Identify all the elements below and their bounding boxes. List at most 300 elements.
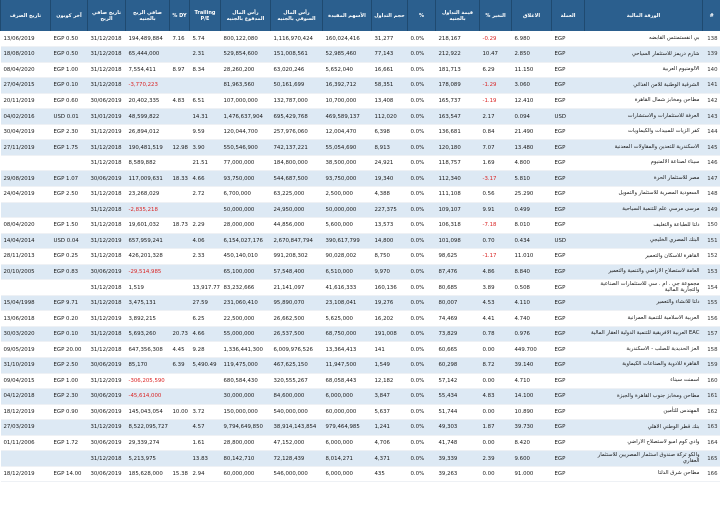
dividend-yield-cell [170, 233, 190, 249]
shares-traded-cell: 4,706 [372, 435, 408, 451]
header-fy-date[interactable]: تاريخ صافي الربح [88, 0, 126, 31]
table-row[interactable] [1, 171, 720, 187]
percent-cell: 0.0% [408, 249, 436, 265]
net-profit-cell: 185,628,000 [126, 466, 170, 482]
table-row[interactable] [1, 233, 720, 249]
header-shares-traded[interactable]: حجم التداول [372, 0, 408, 31]
profit-date-cell: 31/12/2018 [88, 31, 126, 47]
market-cap-cell: 21,141,097 [271, 280, 323, 296]
coupon-date-cell: 14/04/2014 [1, 233, 51, 249]
table-row[interactable] [1, 404, 720, 420]
profit-date-cell: 31/12/2019 [88, 420, 126, 436]
table-row[interactable] [1, 389, 720, 405]
market-cap-cell: 132,787,000 [271, 93, 323, 109]
shares-traded-cell: 5,637 [372, 404, 408, 420]
row-id-cell: 146 [703, 155, 720, 171]
coupon-date-cell: 18/12/2019 [1, 466, 51, 482]
shares-outstanding-cell: 13,364,413 [323, 342, 372, 358]
net-profit-cell: 1,519 [126, 280, 170, 296]
table-row[interactable] [1, 249, 720, 265]
security-name-cell: الشرقية الوطنية للامن الغذائي [585, 78, 703, 94]
last-coupon-cell: USD 0.01 [51, 109, 88, 125]
header-dy[interactable]: DY % [170, 0, 190, 31]
percent-cell: 0.0% [408, 78, 436, 94]
row-id-cell: 139 [703, 47, 720, 63]
dividend-yield-cell [170, 280, 190, 296]
table-row[interactable] [1, 311, 720, 327]
trailing-pe-cell [190, 202, 221, 218]
close-price-cell: 8.420 [512, 435, 552, 451]
percent-cell: 0.0% [408, 466, 436, 482]
row-id-cell: 152 [703, 249, 720, 265]
security-name-cell: اسمنت سيناء [585, 373, 703, 389]
last-coupon-cell: EGP 1.72 [51, 435, 88, 451]
shares-outstanding-cell: 10,700,000 [323, 93, 372, 109]
dividend-yield-cell [170, 202, 190, 218]
header-shares-outstanding[interactable]: الأسهم المقيدة [323, 0, 372, 31]
paid-capital-cell: 28,800,000 [221, 435, 271, 451]
close-price-cell: 8.840 [512, 264, 552, 280]
security-name-cell: مطاحن ومخابز شمال القاهرة [585, 93, 703, 109]
coupon-date-cell: 27/04/2015 [1, 78, 51, 94]
table-row[interactable] [1, 93, 720, 109]
change-percent-cell: 10.47 [480, 47, 512, 63]
row-id-cell: 157 [703, 326, 720, 342]
change-percent-cell: 9.91 [480, 202, 512, 218]
change-percent-cell: -7.18 [480, 218, 512, 234]
trailing-pe-cell: 4.57 [190, 420, 221, 436]
net-profit-cell: 117,009,631 [126, 171, 170, 187]
dividend-yield-cell [170, 155, 190, 171]
percent-cell: 0.0% [408, 311, 436, 327]
dividend-yield-cell [170, 186, 190, 202]
table-row[interactable] [1, 155, 720, 171]
net-profit-cell: 65,444,000 [126, 47, 170, 63]
last-coupon-cell [51, 451, 88, 467]
change-percent-cell: 2.39 [480, 451, 512, 467]
security-name-cell: العربية الاسلامية للتنمية العمرانية [585, 311, 703, 327]
shares-outstanding-cell: 5,625,000 [323, 311, 372, 327]
market-cap-cell: 467,625,150 [271, 357, 323, 373]
header-paid-capital[interactable]: رأس المال المدفوع بالجنيه [221, 0, 271, 31]
trade-value-cell: 101,098 [436, 233, 480, 249]
paid-capital-cell: 28,000,000 [221, 218, 271, 234]
trailing-pe-cell: 6.25 [190, 311, 221, 327]
shares-outstanding-cell: 23,108,041 [323, 295, 372, 311]
table-row[interactable] [1, 47, 720, 63]
coupon-date-cell: 01/11/2006 [1, 435, 51, 451]
paid-capital-cell: 120,044,700 [221, 124, 271, 140]
profit-date-cell: 31/12/2018 [88, 249, 126, 265]
row-id-cell: 164 [703, 435, 720, 451]
trailing-pe-cell [190, 264, 221, 280]
security-name-cell: مجموعة جي . ام . سي للاستثمارات الصناعية والتجارية المالية [585, 280, 703, 296]
coupon-date-cell: 09/04/2015 [1, 373, 51, 389]
currency-cell: EGP [552, 420, 585, 436]
last-coupon-cell: EGP 1.00 [51, 62, 88, 78]
trade-value-cell: 80,007 [436, 295, 480, 311]
paid-capital-cell: 231,060,410 [221, 295, 271, 311]
shares-outstanding-cell: 6,000,000 [323, 389, 372, 405]
profit-date-cell: 31/12/2019 [88, 373, 126, 389]
close-price-cell: 4.110 [512, 295, 552, 311]
market-cap-cell: 50,161,699 [271, 78, 323, 94]
net-profit-cell: 3,892,215 [126, 311, 170, 327]
security-name-cell: دلتا للانشاء والتعمير [585, 295, 703, 311]
table-row[interactable] [1, 420, 720, 436]
security-name-cell: وادي كوم امبو لاستصلاح الاراضي [585, 435, 703, 451]
dividend-yield-cell: 20.73 [170, 326, 190, 342]
shares-outstanding-cell: 5,600,000 [323, 218, 372, 234]
shares-traded-cell: 13,408 [372, 93, 408, 109]
trailing-pe-cell [190, 78, 221, 94]
trade-value-cell: 41,748 [436, 435, 480, 451]
last-coupon-cell: EGP 0.20 [51, 311, 88, 327]
change-percent-cell: 1.69 [480, 155, 512, 171]
percent-cell: 0.0% [408, 171, 436, 187]
shares-traded-cell: 19,340 [372, 171, 408, 187]
paid-capital-cell: 77,000,000 [221, 155, 271, 171]
profit-date-cell: 31/12/2018 [88, 451, 126, 467]
paid-capital-cell: 93,750,000 [221, 171, 271, 187]
profit-date-cell: 31/12/2018 [88, 280, 126, 296]
shares-outstanding-cell: 979,464,985 [323, 420, 372, 436]
percent-cell: 0.0% [408, 233, 436, 249]
trailing-pe-cell: 8.34 [190, 62, 221, 78]
shares-outstanding-cell: 38,500,000 [323, 155, 372, 171]
trailing-pe-cell: 14.31 [190, 109, 221, 125]
close-price-cell: 2.850 [512, 47, 552, 63]
table-row[interactable] [1, 202, 720, 218]
table-row[interactable] [1, 295, 720, 311]
change-percent-cell: -0.29 [480, 31, 512, 47]
market-cap-cell: 47,152,000 [271, 435, 323, 451]
currency-cell: EGP [552, 124, 585, 140]
shares-traded-cell: 12,182 [372, 373, 408, 389]
trade-value-cell: 60,665 [436, 342, 480, 358]
table-row[interactable] [1, 326, 720, 342]
change-percent-cell: -1.17 [480, 249, 512, 265]
security-name-cell: الاسكندرية للتعدين والمقاولات المعدنية [585, 140, 703, 156]
last-coupon-cell: EGP 0.83 [51, 264, 88, 280]
market-cap-cell: 72,128,439 [271, 451, 323, 467]
coupon-date-cell: 27/11/2019 [1, 140, 51, 156]
currency-cell: EGP [552, 357, 585, 373]
header-market-cap[interactable]: رأس المال السوقي بالجنيه [271, 0, 323, 31]
last-coupon-cell: EGP 2.50 [51, 357, 88, 373]
paid-capital-cell: 50,000,000 [221, 202, 271, 218]
trade-value-cell: 106,318 [436, 218, 480, 234]
trade-value-cell: 39,339 [436, 451, 480, 467]
change-percent-cell: 4.53 [480, 295, 512, 311]
security-name-cell: شارم دريمز للاستثمار السياحي [585, 47, 703, 63]
percent-cell: 0.0% [408, 31, 436, 47]
profit-date-cell: 30/06/2019 [88, 404, 126, 420]
shares-outstanding-cell: 469,589,137 [323, 109, 372, 125]
close-price-cell: 25.290 [512, 186, 552, 202]
market-cap-cell: 2,670,847,794 [271, 233, 323, 249]
shares-outstanding-cell: 93,750,000 [323, 171, 372, 187]
market-cap-cell: 24,950,000 [271, 202, 323, 218]
header-currency[interactable]: العملة [552, 0, 585, 31]
table-row[interactable] [1, 78, 720, 94]
paid-capital-cell: 6,700,000 [221, 186, 271, 202]
table-row[interactable] [1, 140, 720, 156]
row-id-cell: 156 [703, 311, 720, 327]
profit-date-cell: 30/06/2019 [88, 389, 126, 405]
net-profit-cell: -306,205,590 [126, 373, 170, 389]
last-coupon-cell: EGP 1.50 [51, 218, 88, 234]
net-profit-cell: 29,339,274 [126, 435, 170, 451]
header-id[interactable]: # [703, 0, 720, 31]
trailing-pe-cell: 21.51 [190, 155, 221, 171]
change-percent-cell: -3.17 [480, 171, 512, 187]
trade-value-cell: 109,107 [436, 202, 480, 218]
change-percent-cell: 0.84 [480, 124, 512, 140]
header-net-profit[interactable]: صافي الربح بالجنيه [126, 0, 170, 31]
close-price-cell: 9.600 [512, 451, 552, 467]
table-row[interactable] [1, 62, 720, 78]
percent-cell: 0.0% [408, 342, 436, 358]
trade-value-cell: 80,685 [436, 280, 480, 296]
close-price-cell: 8.010 [512, 218, 552, 234]
table-row[interactable] [1, 31, 720, 47]
net-profit-cell: 426,201,328 [126, 249, 170, 265]
market-cap-cell: 57,548,400 [271, 264, 323, 280]
net-profit-cell: -2,835,218 [126, 202, 170, 218]
trade-value-cell: 181,713 [436, 62, 480, 78]
coupon-date-cell: 13/06/2018 [1, 311, 51, 327]
header-name[interactable]: الورقة المالية [585, 0, 703, 31]
net-profit-cell: 8,589,882 [126, 155, 170, 171]
trade-value-cell: 73,829 [436, 326, 480, 342]
last-coupon-cell: EGP 1.00 [51, 373, 88, 389]
shares-outstanding-cell: 5,652,040 [323, 62, 372, 78]
net-profit-cell: 26,894,012 [126, 124, 170, 140]
security-name-cell: سيناء لصناعة الالمنيوم [585, 155, 703, 171]
security-name-cell: البنك المصري الخليجي [585, 233, 703, 249]
table-row[interactable] [1, 373, 720, 389]
last-coupon-cell: EGP 0.10 [51, 78, 88, 94]
trade-value-cell: 55,434 [436, 389, 480, 405]
market-cap-cell: 63,225,000 [271, 186, 323, 202]
percent-cell: 0.0% [408, 202, 436, 218]
table-row[interactable] [1, 280, 720, 296]
currency-cell: EGP [552, 78, 585, 94]
coupon-date-cell: 18/08/2010 [1, 47, 51, 63]
net-profit-cell: -45,614,000 [126, 389, 170, 405]
close-price-cell: 4.800 [512, 155, 552, 171]
market-cap-cell: 38,914,143,854 [271, 420, 323, 436]
shares-traded-cell: 9,970 [372, 264, 408, 280]
shares-traded-cell: 141 [372, 342, 408, 358]
header-last-coupon[interactable]: آخر كوبون [51, 0, 88, 31]
shares-traded-cell: 227,375 [372, 202, 408, 218]
dividend-yield-cell [170, 295, 190, 311]
trade-value-cell: 165,737 [436, 93, 480, 109]
row-id-cell: 145 [703, 140, 720, 156]
currency-cell: EGP [552, 62, 585, 78]
dividend-yield-cell [170, 47, 190, 63]
net-profit-cell: 145,043,054 [126, 404, 170, 420]
trailing-pe-cell: 3.90 [190, 140, 221, 156]
header-volume[interactable]: قيمة التداول بالجنيه [436, 0, 480, 31]
net-profit-cell: 23,268,029 [126, 186, 170, 202]
header-close[interactable]: الاغلاق [512, 0, 552, 31]
table-row[interactable] [1, 124, 720, 140]
net-profit-cell: 190,481,519 [126, 140, 170, 156]
shares-outstanding-cell: 68,058,443 [323, 373, 372, 389]
market-cap-cell: 151,008,561 [271, 47, 323, 63]
paid-capital-cell: 550,546,900 [221, 140, 271, 156]
row-id-cell: 140 [703, 62, 720, 78]
profit-date-cell: 31/12/2018 [88, 202, 126, 218]
profit-date-cell: 31/12/2018 [88, 78, 126, 94]
currency-cell: EGP [552, 264, 585, 280]
market-cap-cell: 320,555,267 [271, 373, 323, 389]
coupon-date-cell: 15/04/1998 [1, 295, 51, 311]
net-profit-cell: 20,402,335 [126, 93, 170, 109]
table-row[interactable] [1, 264, 720, 280]
trade-value-cell: 49,303 [436, 420, 480, 436]
row-id-cell: 166 [703, 466, 720, 482]
shares-outstanding-cell: 12,004,470 [323, 124, 372, 140]
shares-traded-cell: 58,351 [372, 78, 408, 94]
dividend-yield-cell: 6.39 [170, 357, 190, 373]
trailing-pe-cell: 2.31 [190, 47, 221, 63]
market-cap-cell: 44,856,000 [271, 218, 323, 234]
last-coupon-cell [51, 280, 88, 296]
dividend-yield-cell [170, 420, 190, 436]
net-profit-cell: -29,514,985 [126, 264, 170, 280]
shares-traded-cell: 3,847 [372, 389, 408, 405]
last-coupon-cell: EGP 1.75 [51, 140, 88, 156]
change-percent-cell: 2.17 [480, 109, 512, 125]
row-id-cell: 153 [703, 264, 720, 280]
currency-cell: EGP [552, 451, 585, 467]
table-row[interactable] [1, 466, 720, 482]
row-id-cell: 158 [703, 342, 720, 358]
header-coupon-date[interactable]: تاريخ الصرف [1, 0, 51, 31]
trailing-pe-cell: 1.61 [190, 435, 221, 451]
close-price-cell: 5.810 [512, 171, 552, 187]
close-price-cell: 0.434 [512, 233, 552, 249]
table-row[interactable] [1, 435, 720, 451]
dividend-yield-cell: 4.83 [170, 93, 190, 109]
table-row[interactable] [1, 357, 720, 373]
change-percent-cell: 0.78 [480, 326, 512, 342]
security-name-cell: بنك قطر الوطني الاهلي [585, 420, 703, 436]
percent-cell: 0.0% [408, 435, 436, 451]
percent-cell: 0.0% [408, 62, 436, 78]
change-percent-cell: 3.89 [480, 280, 512, 296]
currency-cell: EGP [552, 140, 585, 156]
shares-outstanding-cell: 60,000,000 [323, 404, 372, 420]
coupon-date-cell: 04/02/2016 [1, 109, 51, 125]
coupon-date-cell: 29/08/2019 [1, 171, 51, 187]
row-id-cell: 155 [703, 295, 720, 311]
net-profit-cell: -3,770,223 [126, 78, 170, 94]
trailing-pe-cell: 27.59 [190, 295, 221, 311]
security-name-cell: المهندس للتأمين [585, 404, 703, 420]
table-row[interactable] [1, 342, 720, 358]
security-name-cell: العامة لاستصلاح الاراضي والتنمية والتعمير [585, 264, 703, 280]
profit-date-cell: 31/12/2019 [88, 124, 126, 140]
profit-date-cell: 31/12/2018 [88, 186, 126, 202]
close-price-cell: 4.710 [512, 373, 552, 389]
trade-value-cell: 218,167 [436, 31, 480, 47]
header-percent[interactable]: % [408, 0, 436, 31]
currency-cell: EGP [552, 311, 585, 327]
profit-date-cell: 31/12/2019 [88, 311, 126, 327]
shares-outstanding-cell: 41,616,333 [323, 280, 372, 296]
market-cap-cell: 991,208,302 [271, 249, 323, 265]
profit-date-cell: 30/06/2019 [88, 435, 126, 451]
trade-value-cell: 163,547 [436, 109, 480, 125]
shares-traded-cell: 24,921 [372, 155, 408, 171]
change-percent-cell: -1.29 [480, 78, 512, 94]
table-row[interactable] [1, 186, 720, 202]
close-price-cell: 11.150 [512, 62, 552, 78]
shares-traded-cell: 112,020 [372, 109, 408, 125]
row-id-cell: 143 [703, 109, 720, 125]
coupon-date-cell [1, 280, 51, 296]
header-trailing-pe[interactable]: Trailing P/E [190, 0, 221, 31]
last-coupon-cell: EGP 2.30 [51, 124, 88, 140]
table-row[interactable] [1, 109, 720, 125]
security-name-cell: مطاحن ومخابز جنوب القاهرة والجيزة [585, 389, 703, 405]
change-percent-cell: 4.86 [480, 264, 512, 280]
header-change[interactable]: التغير % [480, 0, 512, 31]
currency-cell: EGP [552, 186, 585, 202]
row-id-cell: 147 [703, 171, 720, 187]
last-coupon-cell: EGP 0.50 [51, 31, 88, 47]
shares-traded-cell: 4,371 [372, 451, 408, 467]
shares-traded-cell: 14,800 [372, 233, 408, 249]
currency-cell: EGP [552, 435, 585, 451]
paid-capital-cell: 800,122,080 [221, 31, 271, 47]
security-name-cell: السعودية المصرية للاستثمار والتمويل [585, 186, 703, 202]
shares-traded-cell: 19,276 [372, 295, 408, 311]
dividend-yield-cell [170, 78, 190, 94]
market-cap-cell: 84,600,000 [271, 389, 323, 405]
last-coupon-cell: EGP 0.10 [51, 326, 88, 342]
paid-capital-cell: 83,232,666 [221, 280, 271, 296]
table-row[interactable] [1, 451, 720, 467]
security-name-cell: كفر الزيات للمبيدات والكيماويات [585, 124, 703, 140]
market-cap-cell: 1,116,970,424 [271, 31, 323, 47]
change-percent-cell: 0.00 [480, 404, 512, 420]
close-price-cell: 0.976 [512, 326, 552, 342]
net-profit-cell: 7,554,411 [126, 62, 170, 78]
paid-capital-cell: 680,584,430 [221, 373, 271, 389]
close-price-cell: 39.730 [512, 420, 552, 436]
net-profit-cell: 657,959,241 [126, 233, 170, 249]
last-coupon-cell: EGP 0.25 [51, 249, 88, 265]
trade-value-cell: 112,340 [436, 171, 480, 187]
percent-cell: 0.0% [408, 186, 436, 202]
security-name-cell: EAC العربية الافريقية للتنمية الدولية العقار المالية [585, 326, 703, 342]
shares-traded-cell: 1,549 [372, 357, 408, 373]
trade-value-cell: 74,469 [436, 311, 480, 327]
dividend-yield-cell: 8.97 [170, 62, 190, 78]
coupon-date-cell: 31/10/2019 [1, 357, 51, 373]
table-row[interactable] [1, 218, 720, 234]
trade-value-cell: 136,681 [436, 124, 480, 140]
percent-cell: 0.0% [408, 109, 436, 125]
table-body [1, 31, 720, 482]
security-name-cell: بي انفستمنتس القابضه [585, 31, 703, 47]
